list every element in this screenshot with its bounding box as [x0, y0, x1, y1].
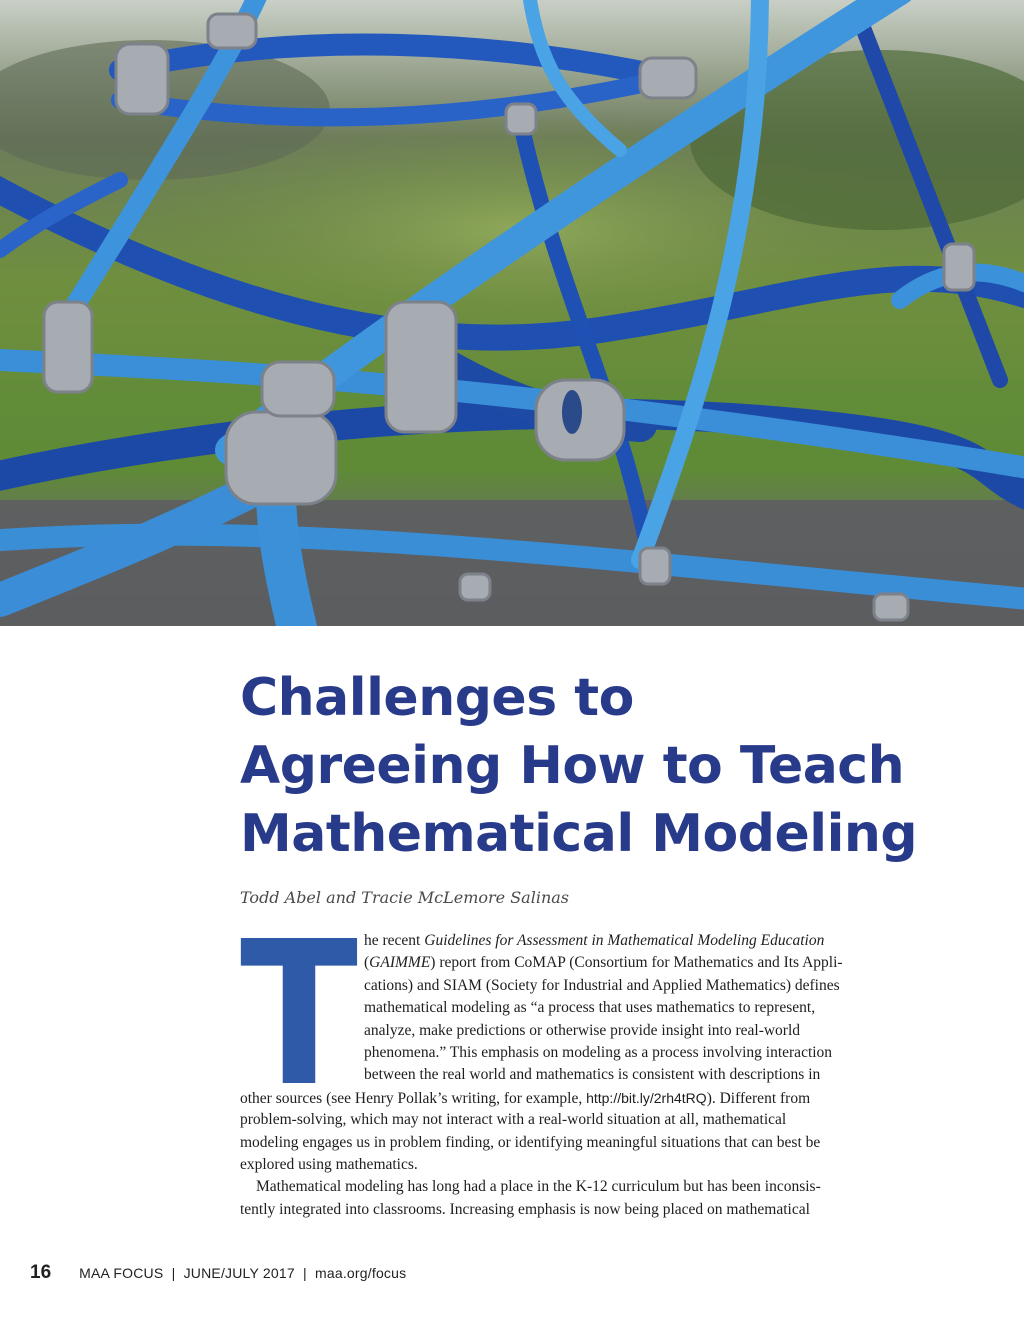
body-line: other sources (see Henry Pollak’s writing, for example, http://bit.ly/2rh4tRQ). Different from: [240, 1089, 811, 1107]
body-line: problem-solving, which may not interact with a real-world situation at all, mathematical: [240, 1111, 787, 1129]
page-number: 16: [30, 1262, 52, 1283]
body-line: phenomena.” This emphasis on modeling as a process involving interaction: [364, 1043, 833, 1061]
body-line: Mathematical modeling has long had a place in the K-12 curriculum but has been inconsis-: [256, 1178, 821, 1196]
title-line: Mathematical Modeling: [240, 804, 918, 864]
body-line: tently integrated into classrooms. Increasing emphasis is now being placed on mathematical: [240, 1200, 810, 1218]
body-line: (GAIMME) report from CoMAP (Consortium for Mathematics and Its Appli-: [364, 954, 843, 972]
title-line: Challenges to: [240, 668, 634, 728]
title-line: Agreeing How to Teach: [240, 736, 905, 796]
body-line: cations) and SIAM (Society for Industrial and Applied Mathematics) defines: [364, 976, 840, 994]
body-line: between the real world and mathematics is consistent with descriptions in: [364, 1066, 821, 1084]
header-photo: [0, 0, 1024, 626]
author-byline: Todd Abel and Tracie McLemore Salinas: [240, 888, 569, 907]
body-line: modeling engages us in problem finding, or identifying meaningful situations that can best be: [240, 1133, 821, 1151]
footer-text: MAA FOCUS | JUNE/JULY 2017 | maa.org/focus: [79, 1265, 407, 1281]
pollak-link[interactable]: http://bit.ly/2rh4tRQ: [586, 1089, 707, 1106]
drop-cap-letter: T: [240, 938, 358, 1083]
body-line: analyze, make predictions or otherwise provide insight into real-world: [364, 1021, 801, 1039]
body-line: mathematical modeling as “a process that uses mathematics to represent,: [364, 999, 816, 1017]
article-title: [240, 664, 980, 868]
article-body: [240, 930, 930, 1221]
body-line: he recent Guidelines for Assessment in Mathematical Modeling Education: [364, 932, 825, 949]
body-line: explored using mathematics.: [240, 1155, 418, 1173]
page-footer: [30, 1262, 406, 1284]
